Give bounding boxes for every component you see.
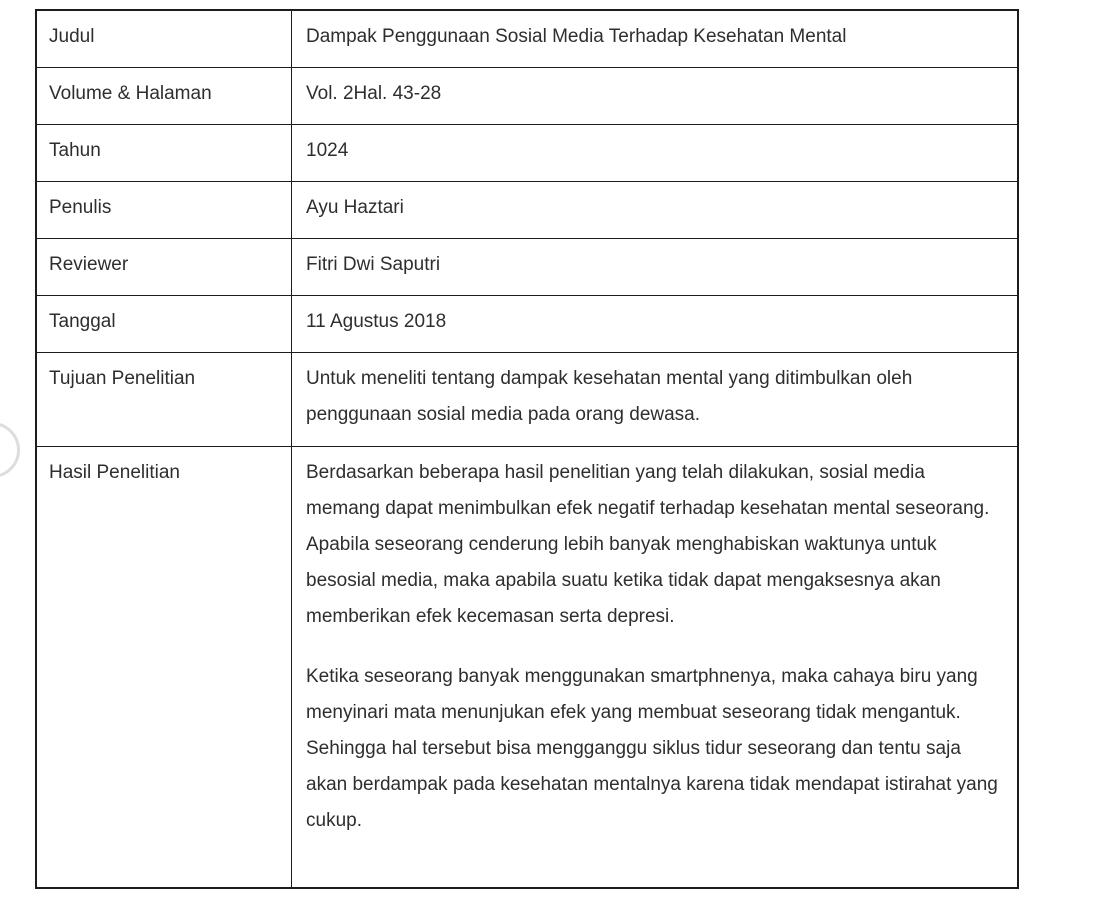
table-row-hasil-penelitian xyxy=(37,447,1017,887)
row-value: 11 Agustus 2018 xyxy=(306,311,447,332)
row-value: Dampak Penggunaan Sosial Media Terhadap Kesehatan Mental xyxy=(306,26,847,47)
row-value: Ayu Haztari xyxy=(306,197,404,218)
table-row-reviewer xyxy=(37,239,1017,296)
result-paragraph-2: Ketika seseorang banyak menggunakan smartphnenya, maka cahaya biru yang menyinari mata menunjukan efek yang membuat seseorang tidak mengantuk. Sehingga hal tersebut bisa mengganggu siklus tidur seseorang dan tentu saja akan berdampak pada kesehatan mentalnya karena tidak mendapat istirahat yang cukup. xyxy=(306,666,998,831)
row-label: Tanggal xyxy=(37,296,292,352)
row-value: Fitri Dwi Saputri xyxy=(306,254,441,275)
row-label: Judul xyxy=(37,11,292,67)
table-row-tahun xyxy=(37,125,1017,182)
table-row-volume-halaman xyxy=(37,68,1017,125)
table-row-judul xyxy=(37,11,1017,68)
row-label: Volume & Halaman xyxy=(37,68,292,124)
result-paragraph-1: Berdasarkan beberapa hasil penelitian yang telah dilakukan, sosial media memang dapat menimbulkan efek negatif terhadap kesehatan mental seseorang. Apabila seseorang cenderung lebih banyak menghabiskan waktunya untuk besosial media, maka apabila suatu ketika tidak dapat mengaksesnya akan memberikan efek kecemasan serta depresi. xyxy=(306,462,990,627)
row-label: Tahun xyxy=(37,125,292,181)
review-table xyxy=(35,9,1019,889)
row-label: Reviewer xyxy=(37,239,292,295)
row-label: Tujuan Penelitian xyxy=(37,353,292,446)
table-row-penulis xyxy=(37,182,1017,239)
row-label: Hasil Penelitian xyxy=(37,447,292,887)
row-value xyxy=(292,447,1017,887)
table-row-tanggal xyxy=(37,296,1017,353)
row-value: Untuk meneliti tentang dampak kesehatan mental yang ditimbulkan oleh penggunaan sosial media pada orang dewasa. xyxy=(306,368,913,425)
scroll-indicator-circle xyxy=(0,422,20,478)
row-value: 1024 xyxy=(306,140,349,161)
table-row-tujuan-penelitian xyxy=(37,353,1017,447)
row-label: Penulis xyxy=(37,182,292,238)
row-value: Vol. 2Hal. 43-28 xyxy=(306,83,442,104)
